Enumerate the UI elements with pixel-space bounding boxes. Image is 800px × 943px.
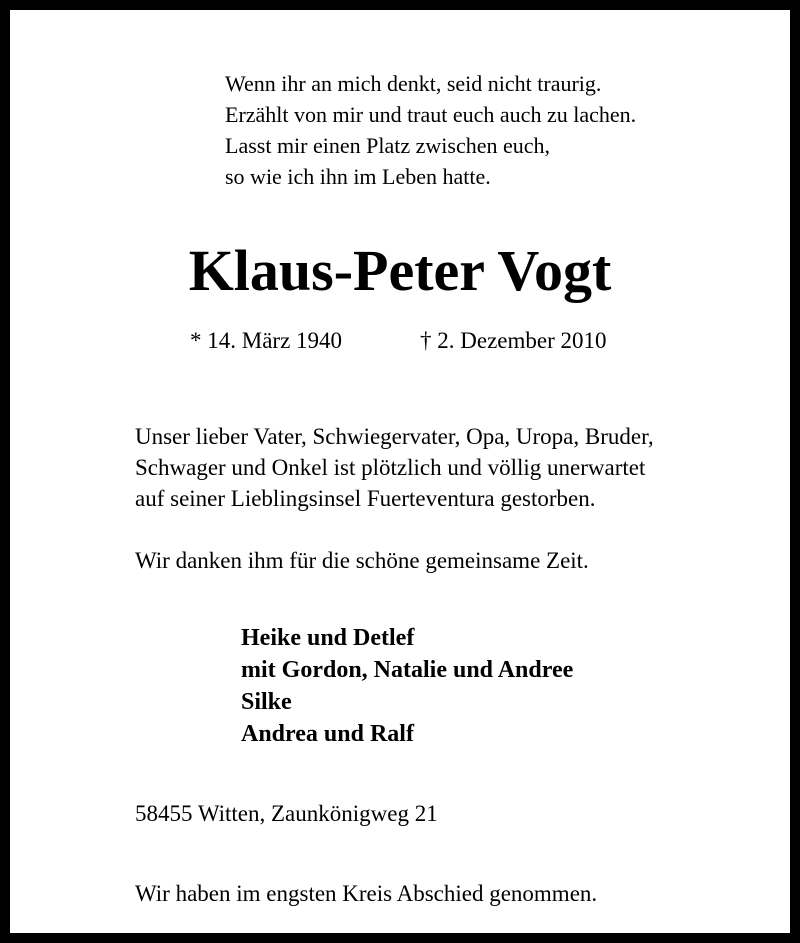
memorial-poem [225,68,636,192]
mourners-list [241,622,573,750]
announcement-line: Unser lieber Vater, Schwiegervater, Opa, Uropa, Bruder, [135,424,654,449]
family-address: 58455 Witten, Zaunkönigweg 21 [135,801,438,826]
poem-line: Erzählt von mir und traut euch auch zu lachen. [225,102,637,127]
death-date: † 2. Dezember 2010 [420,328,607,353]
poem-line: Lasst mir einen Platz zwischen euch, [225,133,551,158]
mourner-line: Heike und Detlef [241,625,415,651]
mourner-line: Silke [241,689,292,715]
thanks-text: Wir danken ihm für die schöne gemeinsame Zeit. [135,548,589,573]
mourner-line: Andrea und Ralf [241,721,414,747]
deceased-name: Klaus-Peter Vogt [188,238,612,303]
announcement-line: auf seiner Lieblingsinsel Fuerteventura gestorben. [135,486,596,511]
announcement-text [135,421,654,514]
farewell-note: Wir haben im engsten Kreis Abschied genommen. [135,881,598,906]
mourner-line: mit Gordon, Natalie und Andree [241,657,574,683]
birth-date: * 14. März 1940 [190,328,343,353]
announcement-line: Schwager und Onkel ist plötzlich und völlig unerwartet [135,455,646,480]
poem-line: Wenn ihr an mich denkt, seid nicht traurig. [225,71,602,96]
poem-line: so wie ich ihn im Leben hatte. [225,164,491,189]
